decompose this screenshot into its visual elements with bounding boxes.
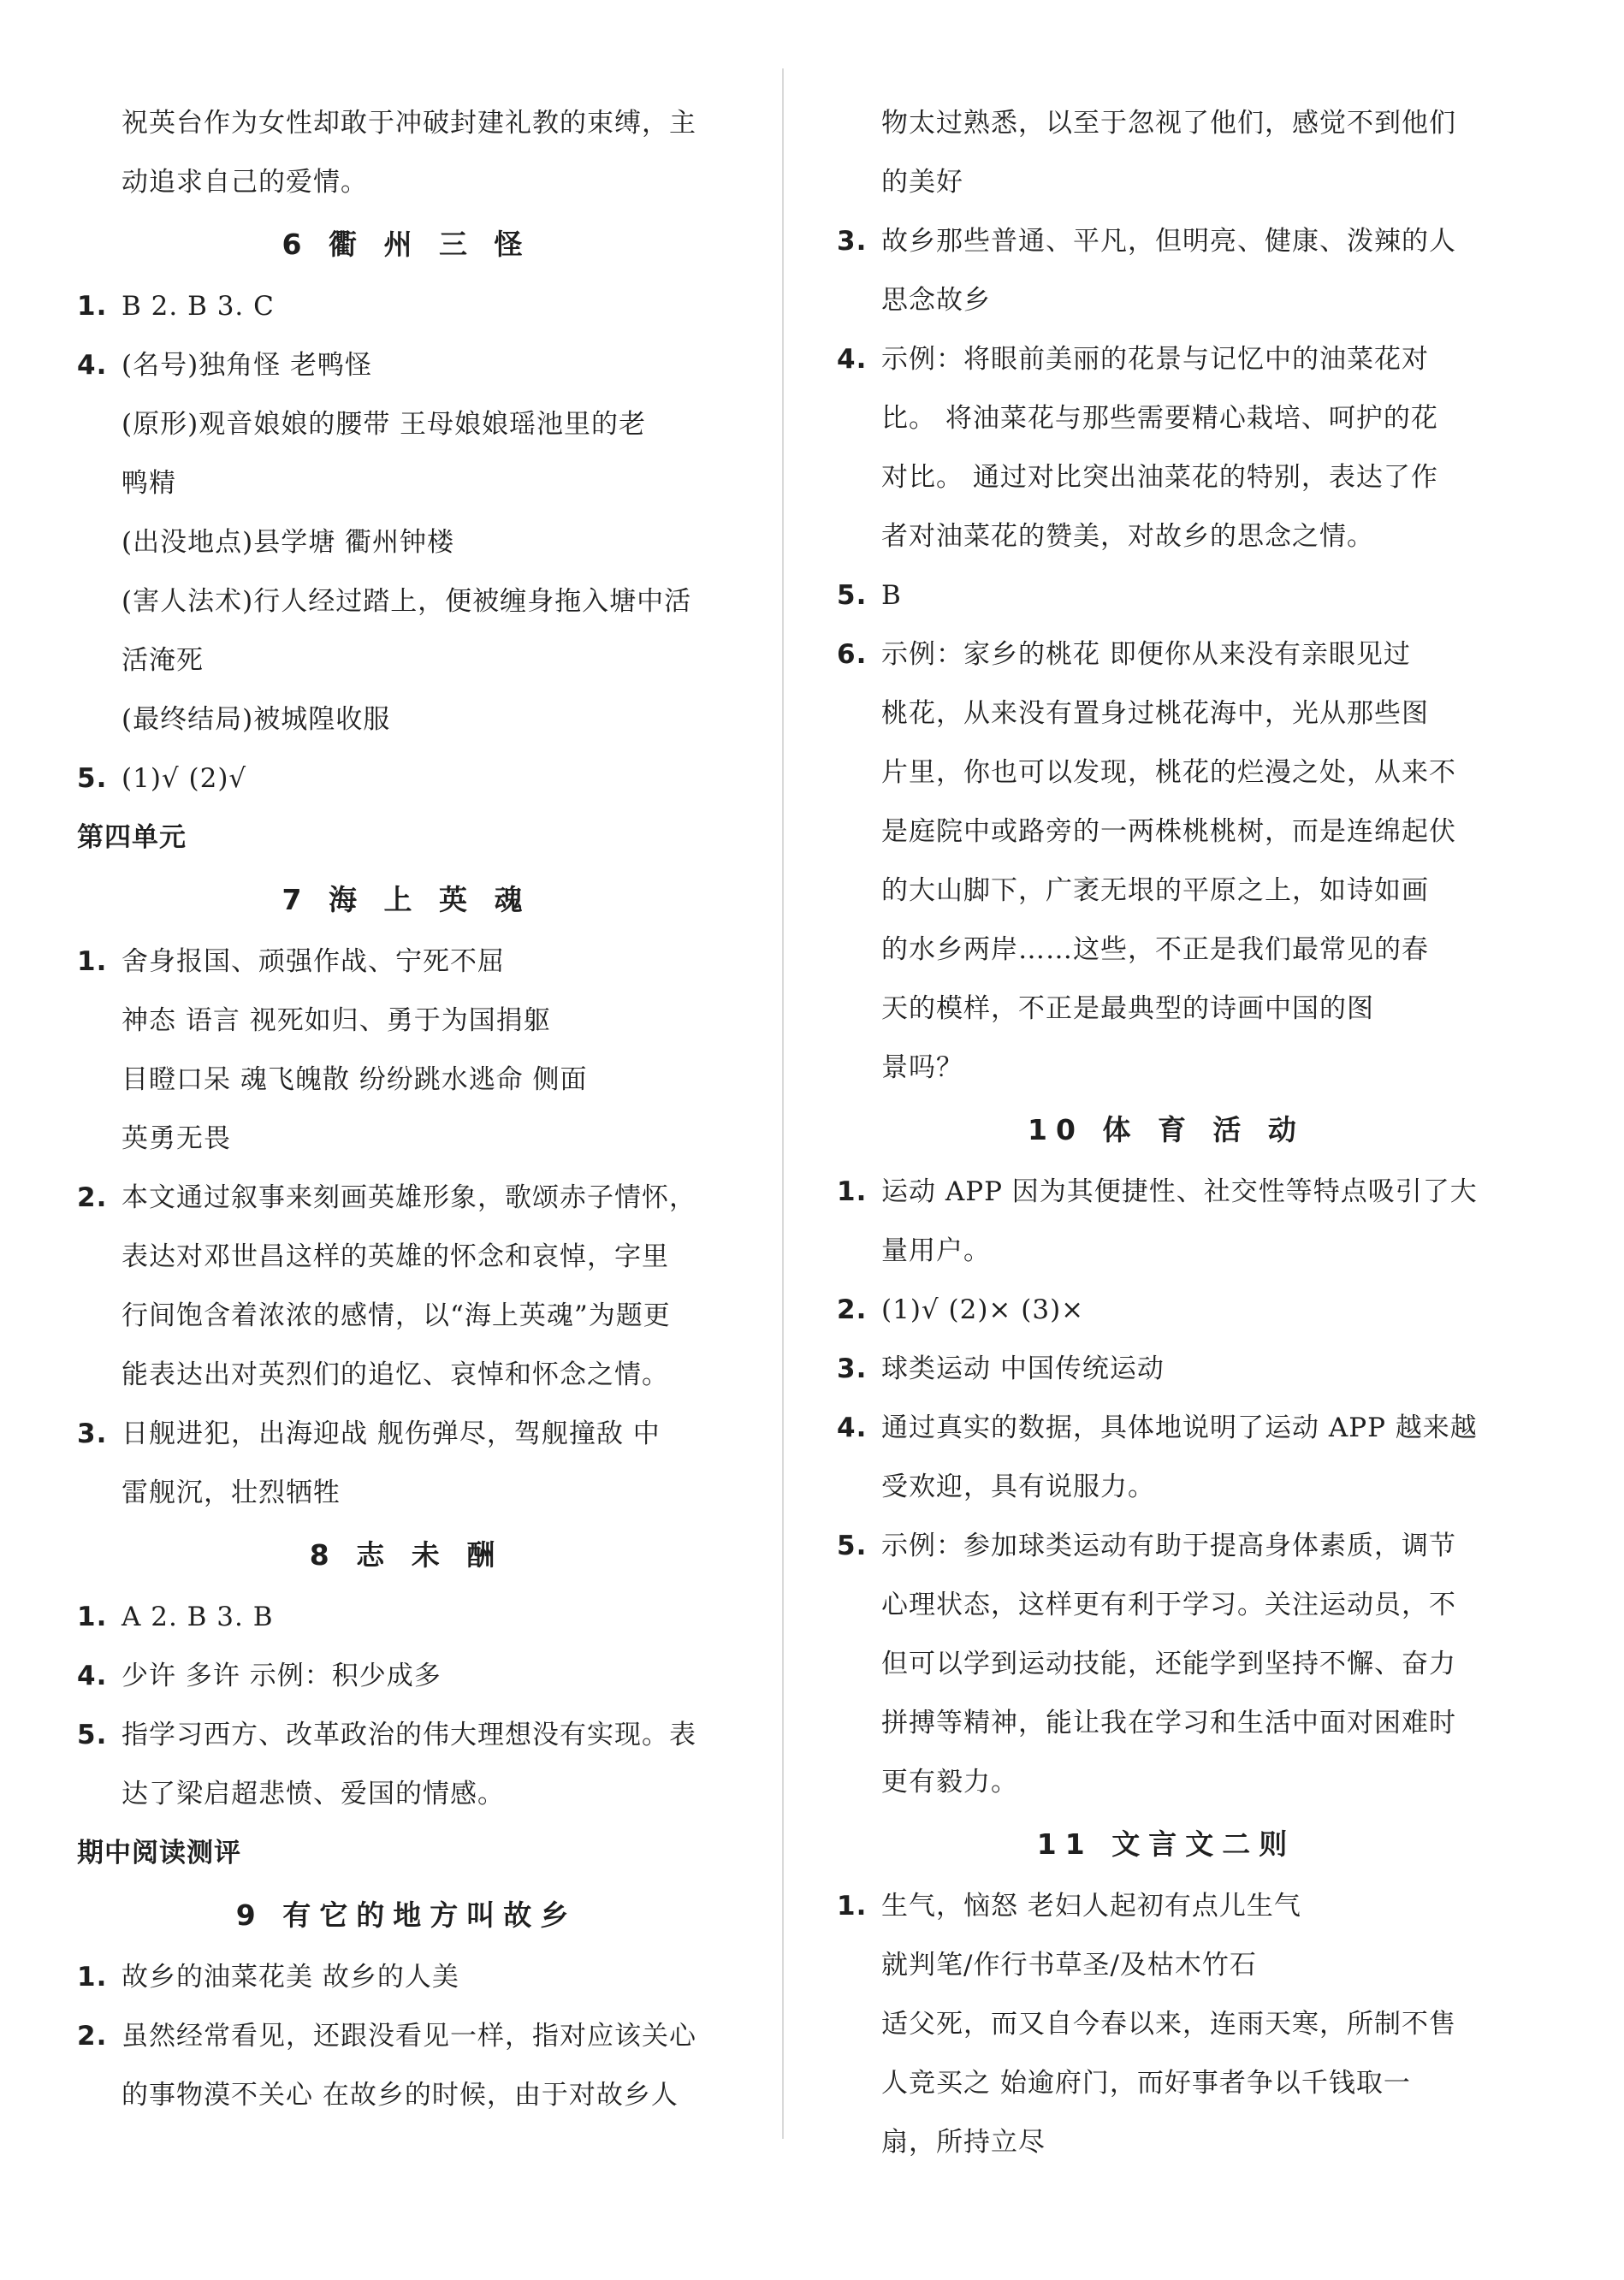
answer-line: 天的模样，不正是最典型的诗画中国的图 [881, 993, 1374, 1024]
item-number: 4. [77, 1661, 108, 1691]
answer-line: (出没地点)县学塘 衢州钟楼 [122, 527, 455, 558]
answer-item [837, 330, 1496, 389]
item-text: 少许 多许 示例：积少成多 [122, 1661, 442, 1691]
answer-line: 者对油菜花的赞美，对故乡的思念之情。 [881, 521, 1374, 552]
answer-item [77, 933, 736, 992]
answer-line: 达了梁启超悲愤、爱国的情感。 [122, 1779, 505, 1809]
section-title: 6 衢 州 三 怪 [282, 228, 531, 261]
answer-line: 英勇无畏 [122, 1123, 231, 1154]
item-text: 指学习西方、改革政治的伟大理想没有实现。表 [122, 1720, 696, 1750]
answer-item [837, 1281, 1496, 1340]
answer-item [77, 336, 736, 395]
answer-item [77, 1647, 736, 1706]
item-text: 运动 APP 因为其便捷性、社交性等特点吸引了大 [881, 1176, 1478, 1207]
answer-item [77, 1588, 736, 1647]
section-title: 8 志 未 酬 [309, 1538, 504, 1572]
answer-line: 就判笔/作行书草圣/及枯木竹石 [881, 1950, 1257, 1981]
answer-line: 目瞪口呆 魂飞魄散 纷纷跳水逃命 侧面 [122, 1064, 588, 1095]
answer-line: 扇，所持立尽 [881, 2127, 1046, 2158]
answer-line: 神态 语言 视死如归、勇于为国捐躯 [122, 1005, 551, 1036]
item-number: 1. [837, 1891, 868, 1922]
answer-line: 的水乡两岸……这些，不正是我们最常见的春 [881, 934, 1429, 965]
answer-line: 景吗？ [881, 1052, 963, 1083]
item-number: 2. [77, 1182, 108, 1213]
answer-line: 更有毅力。 [881, 1767, 1018, 1797]
answer-item [77, 1948, 736, 2007]
item-number: 1. [837, 1176, 868, 1207]
answer-item [77, 277, 736, 336]
item-text: 示例：家乡的桃花 即便你从来没有亲眼见过 [881, 639, 1411, 670]
item-text: A 2. B 3. B [122, 1602, 274, 1632]
item-text: 生气，恼怒 老妇人起初有点儿生气 [881, 1891, 1301, 1922]
answer-line: 但可以学到运动技能，还能学到坚持不懈、奋力 [881, 1649, 1456, 1679]
answer-line: 动追求自己的爱情。 [122, 167, 368, 198]
item-number: 5. [837, 580, 868, 611]
item-text: 示例：参加球类运动有助于提高身体素质，调节 [881, 1531, 1456, 1561]
answer-line: 桃花，从来没有置身过桃花海中，光从那些图 [881, 698, 1429, 729]
answer-line: (害人法术)行人经过踏上，便被缠身拖入塘中活 [122, 586, 692, 617]
answer-item [837, 1517, 1496, 1576]
section-title: 11 文言文二则 [1036, 1827, 1296, 1861]
answer-line: 量用户。 [881, 1235, 991, 1266]
item-number: 5. [837, 1531, 868, 1561]
item-number: 3. [837, 1353, 868, 1384]
answer-item [837, 1399, 1496, 1458]
answer-item [837, 1877, 1496, 1936]
answer-line: 适父死，而又自今春以来，连雨天寒，所制不售 [881, 2009, 1456, 2040]
unit-heading: 期中阅读测评 [77, 1838, 241, 1868]
answer-line: 人竞买之 始逾府门，而好事者争以千钱取一 [881, 2068, 1411, 2099]
item-number: 3. [837, 226, 868, 257]
answer-line: 能表达出对英烈们的追忆、哀悼和怀念之情。 [122, 1359, 669, 1390]
item-text: (名号)独角怪 老鸭怪 [122, 350, 373, 381]
item-number: 4. [837, 344, 868, 375]
answer-line: 活淹死 [122, 645, 204, 676]
answer-line: 的事物漠不关心 在故乡的时候，由于对故乡人 [122, 2080, 679, 2111]
item-number: 5. [77, 763, 108, 794]
answer-line: (原形)观音娘娘的腰带 王母娘娘瑶池里的老 [122, 409, 647, 440]
answer-line: 思念故乡 [881, 285, 991, 316]
answer-line: 鸭精 [122, 468, 176, 499]
item-text: 本文通过叙事来刻画英雄形象，歌颂赤子情怀， [122, 1182, 696, 1213]
answer-line: 祝英台作为女性却敢于冲破封建礼教的束缚，主 [122, 108, 696, 139]
answer-item [77, 1706, 736, 1765]
item-number: 1. [77, 1962, 108, 1993]
answer-line: 是庭院中或路旁的一两株桃桃树，而是连绵起伏 [881, 816, 1456, 847]
item-number: 3. [77, 1418, 108, 1449]
answer-line: 受欢迎，具有说服力。 [881, 1472, 1155, 1502]
item-number: 1. [77, 946, 108, 977]
answer-item [837, 1163, 1496, 1222]
answer-line: 雷舰沉，壮烈牺牲 [122, 1478, 341, 1508]
item-number: 6. [837, 639, 868, 670]
answer-item [837, 625, 1496, 684]
item-text: (1)√ (2)× (3)× [881, 1294, 1085, 1325]
column-divider [782, 68, 784, 2139]
item-text: B 2. B 3. C [122, 291, 275, 322]
answer-line: 的大山脚下，广袤无垠的平原之上，如诗如画 [881, 875, 1429, 906]
answer-line: (最终结局)被城隍收服 [122, 704, 391, 735]
item-number: 2. [837, 1294, 868, 1325]
unit-heading: 第四单元 [77, 822, 187, 853]
answer-line: 拼搏等精神，能让我在学习和生活中面对困难时 [881, 1708, 1456, 1738]
answer-item [77, 749, 736, 808]
item-text: 通过真实的数据，具体地说明了运动 APP 越来越 [881, 1412, 1478, 1443]
item-text: B [881, 580, 902, 611]
answer-line: 心理状态，这样更有利于学习。关注运动员，不 [881, 1590, 1456, 1620]
left-column [77, 94, 736, 2125]
answer-item [837, 1340, 1496, 1399]
answer-line: 的美好 [881, 167, 963, 198]
item-text: 示例：将眼前美丽的花景与记忆中的油菜花对 [881, 344, 1429, 375]
item-number: 4. [837, 1412, 868, 1443]
item-text: 舍身报国、顽强作战、宁死不屈 [122, 946, 505, 977]
answer-item [77, 2007, 736, 2066]
answer-item [837, 566, 1496, 625]
answer-line: 对比。 通过对比突出油菜花的特别，表达了作 [881, 462, 1438, 493]
answer-item [77, 1169, 736, 1228]
answer-item [837, 212, 1496, 271]
answer-line: 行间饱含着浓浓的感情，以“海上英魂”为题更 [122, 1300, 671, 1331]
answer-line: 物太过熟悉，以至于忽视了他们，感觉不到他们 [881, 108, 1456, 139]
item-text: 日舰进犯，出海迎战 舰伤弹尽，驾舰撞敌 中 [122, 1418, 661, 1449]
section-title: 7 海 上 英 魂 [282, 883, 531, 916]
answer-line: 表达对邓世昌这样的英雄的怀念和哀悼，字里 [122, 1241, 669, 1272]
answer-item [77, 1405, 736, 1464]
item-text: 故乡的油菜花美 故乡的人美 [122, 1962, 459, 1993]
item-text: 虽然经常看见，还跟没看见一样，指对应该关心 [122, 2021, 696, 2052]
answer-line: 片里，你也可以发现，桃花的烂漫之处，从来不 [881, 757, 1456, 788]
section-title: 9 有它的地方叫故乡 [235, 1898, 578, 1932]
item-number: 1. [77, 1602, 108, 1632]
right-column [837, 94, 1496, 2172]
item-number: 2. [77, 2021, 108, 2052]
item-text: (1)√ (2)√ [122, 763, 247, 794]
answer-line: 比。 将油菜花与那些需要精心栽培、呵护的花 [881, 403, 1438, 434]
item-number: 1. [77, 291, 108, 322]
item-number: 5. [77, 1720, 108, 1750]
section-title: 10 体 育 活 动 [1028, 1113, 1305, 1146]
item-number: 4. [77, 350, 108, 381]
item-text: 故乡那些普通、平凡，但明亮、健康、泼辣的人 [881, 226, 1456, 257]
item-text: 球类运动 中国传统运动 [881, 1353, 1165, 1384]
